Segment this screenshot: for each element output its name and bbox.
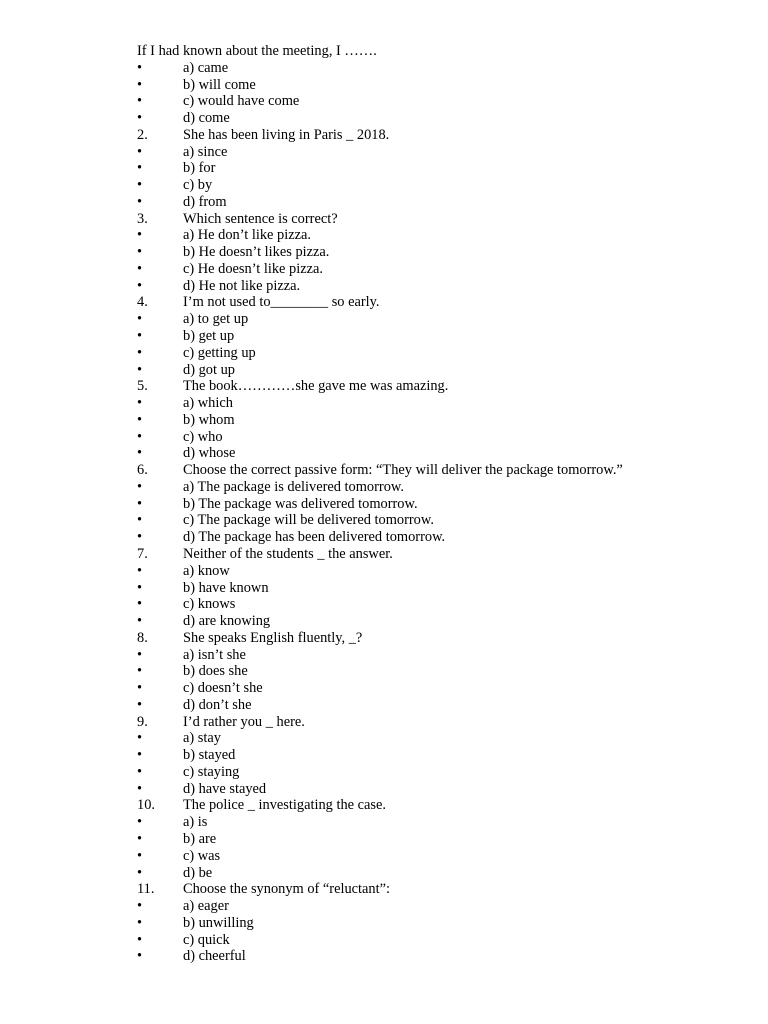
question-number: 3. (137, 210, 148, 227)
question-number: 2. (137, 126, 148, 143)
question-number: 5. (137, 378, 148, 395)
bullet-icon: • (137, 562, 143, 579)
bullet-icon: • (137, 110, 143, 127)
question-prompt: Which sentence is correct? (183, 210, 338, 227)
bullet-icon: • (137, 830, 143, 847)
answer-option (137, 479, 737, 496)
question-prompt: She has been living in Paris _ 2018. (183, 126, 390, 143)
bullet-icon: • (137, 680, 143, 697)
bullet-icon: • (137, 478, 143, 495)
answer-option (137, 563, 737, 580)
bullet-icon: • (137, 395, 143, 412)
answer-option (137, 362, 737, 379)
answer-option (137, 580, 737, 597)
option-text: a) to get up (183, 311, 249, 328)
answer-option (137, 144, 737, 161)
option-text: d) don’t she (183, 696, 252, 713)
answer-option (137, 496, 737, 513)
option-text: a) He don’t like pizza. (183, 227, 311, 244)
question-block (137, 881, 737, 965)
option-text: c) was (183, 847, 221, 864)
answer-option (137, 781, 737, 798)
question-line (137, 462, 737, 479)
option-text: b) have known (183, 579, 269, 596)
bullet-icon: • (137, 529, 143, 546)
question-block (137, 462, 737, 546)
question-prompt: If I had known about the meeting, I ……. (137, 43, 377, 59)
answer-option (137, 932, 737, 949)
quiz-document (137, 43, 737, 965)
answer-option (137, 412, 737, 429)
answer-option (137, 764, 737, 781)
option-text: a) which (183, 395, 233, 412)
option-text: d) cheerful (183, 948, 246, 965)
option-text: b) are (183, 830, 217, 847)
bullet-icon: • (137, 93, 143, 110)
option-text: b) whom (183, 411, 235, 428)
option-text: d) got up (183, 361, 235, 378)
question-block (137, 378, 737, 462)
answer-option (137, 60, 737, 77)
bullet-icon: • (137, 914, 143, 931)
answer-option (137, 429, 737, 446)
question-prompt: The police _ investigating the case. (183, 797, 387, 814)
option-text: b) unwilling (183, 914, 254, 931)
answer-option (137, 261, 737, 278)
bullet-icon: • (137, 495, 143, 512)
option-text: a) The package is delivered tomorrow. (183, 478, 404, 495)
bullet-icon: • (137, 160, 143, 177)
answer-option (137, 948, 737, 965)
bullet-icon: • (137, 646, 143, 663)
answer-option (137, 848, 737, 865)
answer-option (137, 110, 737, 127)
question-line (137, 43, 737, 60)
option-text: c) staying (183, 763, 240, 780)
bullet-icon: • (137, 512, 143, 529)
option-text: d) be (183, 864, 213, 881)
bullet-icon: • (137, 411, 143, 428)
question-number: 4. (137, 294, 148, 311)
option-text: b) for (183, 160, 216, 177)
answer-option (137, 395, 737, 412)
option-text: c) getting up (183, 344, 256, 361)
question-prompt: The book…………she gave me was amazing. (183, 378, 449, 395)
answer-option (137, 915, 737, 932)
question-block (137, 797, 737, 881)
bullet-icon: • (137, 780, 143, 797)
question-number: 11. (137, 881, 155, 898)
option-text: b) He doesn’t likes pizza. (183, 244, 330, 261)
option-text: c) doesn’t she (183, 680, 263, 697)
question-block (137, 43, 737, 127)
answer-option (137, 93, 737, 110)
question-block (137, 546, 737, 630)
option-text: c) by (183, 177, 213, 194)
option-text: c) would have come (183, 93, 300, 110)
answer-option (137, 311, 737, 328)
bullet-icon: • (137, 445, 143, 462)
answer-option (137, 730, 737, 747)
question-number: 9. (137, 713, 148, 730)
bullet-icon: • (137, 244, 143, 261)
option-text: d) are knowing (183, 613, 271, 630)
option-text: c) The package will be delivered tomorrow. (183, 512, 434, 529)
bullet-icon: • (137, 747, 143, 764)
bullet-icon: • (137, 847, 143, 864)
answer-option (137, 647, 737, 664)
answer-option (137, 831, 737, 848)
answer-option (137, 747, 737, 764)
option-text: c) knows (183, 596, 236, 613)
bullet-icon: • (137, 579, 143, 596)
question-block (137, 211, 737, 295)
question-prompt: She speaks English fluently, _? (183, 629, 363, 646)
answer-option (137, 77, 737, 94)
bullet-icon: • (137, 663, 143, 680)
bullet-icon: • (137, 948, 143, 965)
option-text: a) know (183, 562, 230, 579)
question-prompt: I’d rather you _ here. (183, 713, 305, 730)
option-text: d) whose (183, 445, 236, 462)
question-line (137, 211, 737, 228)
question-line (137, 546, 737, 563)
bullet-icon: • (137, 76, 143, 93)
option-text: c) quick (183, 931, 230, 948)
option-text: b) will come (183, 76, 256, 93)
option-text: a) eager (183, 898, 229, 915)
bullet-icon: • (137, 763, 143, 780)
answer-option (137, 512, 737, 529)
option-text: b) stayed (183, 747, 236, 764)
answer-option (137, 227, 737, 244)
answer-option (137, 529, 737, 546)
answer-option (137, 898, 737, 915)
answer-option (137, 345, 737, 362)
answer-option (137, 177, 737, 194)
question-prompt: Choose the correct passive form: “They will deliver the package tomorrow.” (183, 462, 623, 479)
option-text: b) get up (183, 328, 235, 345)
answer-option (137, 445, 737, 462)
option-text: a) stay (183, 730, 221, 747)
bullet-icon: • (137, 814, 143, 831)
answer-option (137, 865, 737, 882)
question-block (137, 127, 737, 211)
bullet-icon: • (137, 361, 143, 378)
question-prompt: I’m not used to________ so early. (183, 294, 380, 311)
question-line (137, 294, 737, 311)
answer-option (137, 680, 737, 697)
bullet-icon: • (137, 696, 143, 713)
answer-option (137, 697, 737, 714)
bullet-icon: • (137, 344, 143, 361)
bullet-icon: • (137, 596, 143, 613)
bullet-icon: • (137, 260, 143, 277)
option-text: b) The package was delivered tomorrow. (183, 495, 418, 512)
answer-option (137, 278, 737, 295)
bullet-icon: • (137, 428, 143, 445)
answer-option (137, 663, 737, 680)
question-line (137, 630, 737, 647)
bullet-icon: • (137, 227, 143, 244)
bullet-icon: • (137, 730, 143, 747)
question-number: 6. (137, 462, 148, 479)
option-text: d) The package has been delivered tomorrow. (183, 529, 446, 546)
answer-option (137, 244, 737, 261)
question-block (137, 630, 737, 714)
answer-option (137, 613, 737, 630)
bullet-icon: • (137, 311, 143, 328)
answer-option (137, 596, 737, 613)
question-list (137, 43, 737, 965)
bullet-icon: • (137, 143, 143, 160)
option-text: b) does she (183, 663, 248, 680)
question-line (137, 127, 737, 144)
question-line (137, 797, 737, 814)
question-block (137, 714, 737, 798)
answer-option (137, 328, 737, 345)
bullet-icon: • (137, 931, 143, 948)
question-number: 10. (137, 797, 155, 814)
option-text: c) who (183, 428, 223, 445)
option-text: c) He doesn’t like pizza. (183, 260, 323, 277)
bullet-icon: • (137, 193, 143, 210)
answer-option (137, 160, 737, 177)
answer-option (137, 814, 737, 831)
option-text: d) from (183, 193, 227, 210)
question-block (137, 294, 737, 378)
option-text: a) is (183, 814, 208, 831)
question-number: 7. (137, 545, 148, 562)
question-line (137, 714, 737, 731)
option-text: d) He not like pizza. (183, 277, 301, 294)
option-text: a) since (183, 143, 228, 160)
bullet-icon: • (137, 864, 143, 881)
option-text: d) come (183, 110, 230, 127)
question-line (137, 881, 737, 898)
bullet-icon: • (137, 613, 143, 630)
question-line (137, 378, 737, 395)
bullet-icon: • (137, 177, 143, 194)
option-text: d) have stayed (183, 780, 267, 797)
question-prompt: Choose the synonym of “reluctant”: (183, 881, 391, 898)
question-number: 8. (137, 629, 148, 646)
option-text: a) isn’t she (183, 646, 246, 663)
question-prompt: Neither of the students _ the answer. (183, 545, 393, 562)
answer-option (137, 194, 737, 211)
bullet-icon: • (137, 59, 143, 76)
bullet-icon: • (137, 898, 143, 915)
option-text: a) came (183, 59, 229, 76)
bullet-icon: • (137, 277, 143, 294)
bullet-icon: • (137, 328, 143, 345)
